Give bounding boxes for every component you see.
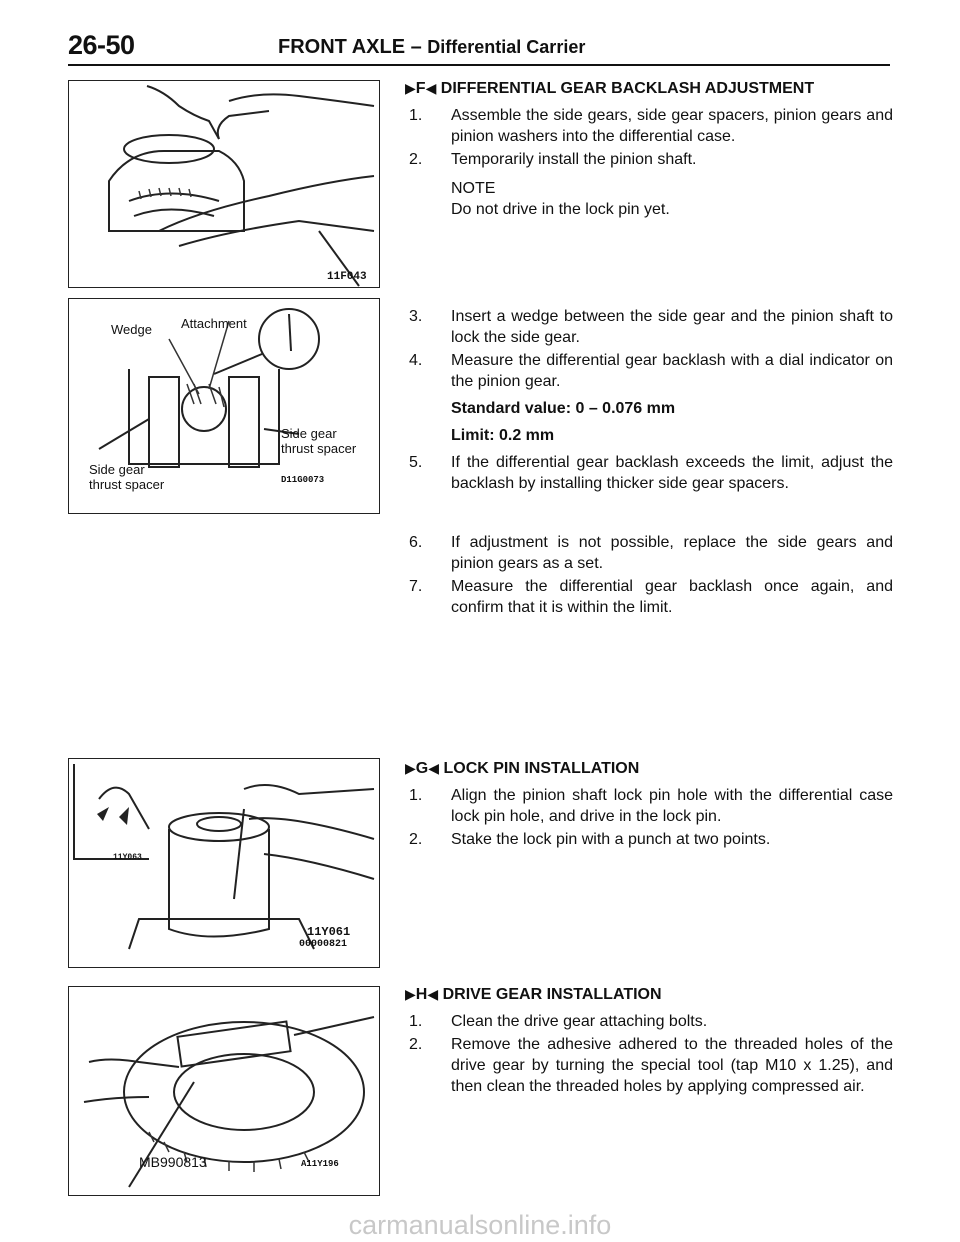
label-side-gear-right-1: Side gear: [281, 426, 337, 441]
section-h: [405, 984, 893, 1099]
page-header: [68, 26, 890, 62]
step-text: Measure the differential gear backlash with a dial indicator on the pinion gear.: [451, 352, 893, 390]
step-number: 4.: [409, 352, 423, 369]
step-number: 2.: [409, 831, 423, 848]
standard-value: Standard value: 0 – 0.076 mm: [451, 400, 676, 417]
section-title: LOCK PIN INSTALLATION: [443, 760, 640, 777]
triangle-right-icon: ▶: [405, 80, 416, 96]
step-item: [405, 105, 893, 147]
section-title: DIFFERENTIAL GEAR BACKLASH ADJUSTMENT: [440, 80, 815, 97]
step-text: Clean the drive gear attaching bolts.: [451, 1013, 708, 1030]
step-item: [405, 532, 893, 574]
step-item: [405, 1011, 893, 1032]
figure-code-inset: 11Y063: [113, 853, 142, 862]
title-dash: –: [405, 36, 428, 58]
step-item: [405, 149, 893, 170]
figure-code: A11Y196: [301, 1159, 339, 1169]
section-letter: F: [415, 80, 426, 97]
triangle-right-icon: ▶: [405, 760, 416, 776]
step-number: 3.: [409, 308, 423, 325]
triangle-left-icon: ◀: [428, 760, 440, 776]
step-item: [405, 785, 893, 827]
section-g-heading: [405, 758, 893, 779]
step-text: Assemble the side gears, side gear spacers, pinion gears and pinion washers into the differential case.: [451, 107, 893, 145]
label-side-gear-left-2: thrust spacer: [89, 477, 165, 492]
figure-lock-pin: [68, 758, 380, 968]
note-text: Do not drive in the lock pin yet.: [451, 201, 670, 218]
figure-code: 11F043: [327, 271, 367, 283]
step-item: [405, 452, 893, 494]
step-item: [405, 350, 893, 392]
watermark: carmanualsonline.info: [348, 1210, 612, 1240]
page-title: [278, 36, 585, 59]
figure-code-serial: 00000821: [299, 939, 348, 950]
step-text: Remove the adhesive adhered to the threaded holes of the drive gear by turning the special tool (tap M10 x 1.25), and then clean the threaded holes by applying compressed air.: [451, 1036, 893, 1095]
step-text: Align the pinion shaft lock pin hole with the differential case lock pin hole, and drive in the lock pin.: [451, 787, 893, 825]
step-item: [405, 306, 893, 348]
label-special-tool: MB990813: [139, 1154, 207, 1170]
figure-drive-gear: [68, 986, 380, 1196]
illustration-hands-differential: [69, 81, 379, 287]
section-h-heading: [405, 984, 893, 1005]
step-text: If adjustment is not possible, replace the side gears and pinion gears as a set.: [451, 534, 893, 572]
step-number: 2.: [409, 1036, 423, 1053]
step-text: Insert a wedge between the side gear and the pinion shaft to lock the side gear.: [451, 308, 893, 346]
label-side-gear-left-1: Side gear: [89, 462, 145, 477]
step-text: If the differential gear backlash exceeds the limit, adjust the backlash by installing thicker side gear spacers.: [451, 454, 893, 492]
section-letter: G: [415, 760, 429, 777]
step-text: Temporarily install the pinion shaft.: [451, 151, 697, 168]
step-number: 1.: [409, 107, 423, 124]
triangle-left-icon: ◀: [427, 986, 439, 1002]
section-f-continued: [405, 306, 893, 496]
step-item: [405, 576, 893, 618]
section-title: DRIVE GEAR INSTALLATION: [442, 986, 662, 1003]
step-text: Measure the differential gear backlash once again, and confirm that it is within the limit.: [451, 578, 893, 616]
title-subtitle: Differential Carrier: [427, 37, 586, 57]
step-number: 6.: [409, 534, 423, 551]
section-g: [405, 758, 893, 852]
step-number: 2.: [409, 151, 423, 168]
label-attachment: Attachment: [181, 316, 247, 331]
note-label: NOTE: [451, 180, 496, 197]
triangle-right-icon: ▶: [405, 986, 416, 1002]
step-item: [405, 829, 893, 850]
label-side-gear-right-2: thrust spacer: [281, 441, 357, 456]
title-main: FRONT AXLE: [278, 36, 406, 58]
figure-backlash-measure: [68, 298, 380, 514]
step-number: 7.: [409, 578, 423, 595]
figure-code-main: 11Y061: [307, 925, 351, 939]
figure-gear-assembly: [68, 80, 380, 288]
section-f-final: [405, 532, 893, 620]
section-f: [405, 78, 893, 220]
triangle-left-icon: ◀: [425, 80, 437, 96]
page-number: 26-50: [68, 30, 135, 60]
header-rule: [68, 64, 890, 66]
step-number: 1.: [409, 787, 423, 804]
section-f-heading: [405, 78, 893, 99]
figure-code: D11G0073: [281, 475, 325, 485]
label-wedge: Wedge: [111, 322, 152, 337]
step-number: 5.: [409, 454, 423, 471]
section-letter: H: [415, 986, 428, 1003]
step-text: Stake the lock pin with a punch at two points.: [451, 831, 771, 848]
limit-value: Limit: 0.2 mm: [451, 427, 555, 444]
step-number: 1.: [409, 1013, 423, 1030]
step-item: [405, 1034, 893, 1097]
